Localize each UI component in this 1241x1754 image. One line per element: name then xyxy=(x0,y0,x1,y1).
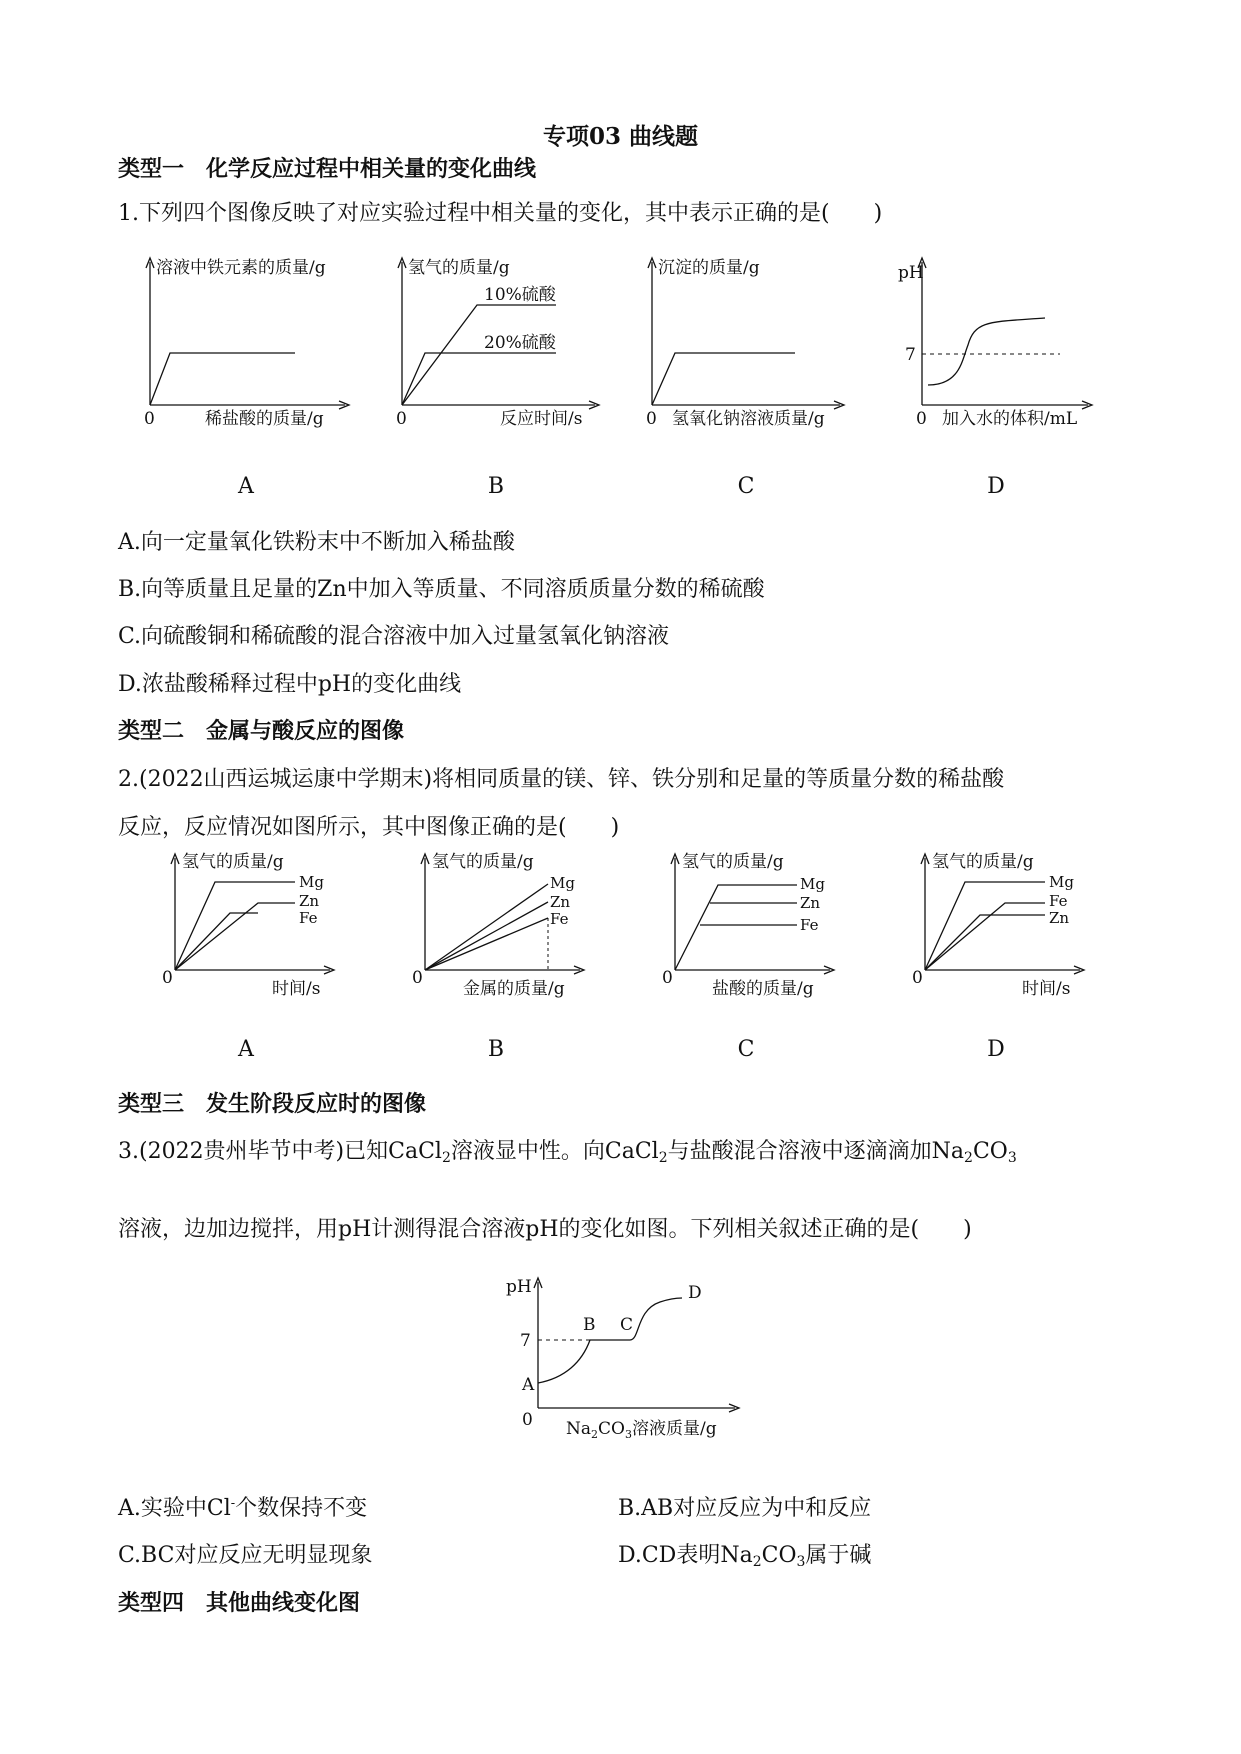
graph-2b-curve-fe xyxy=(425,918,548,970)
graph-1b-line2-label: 20%硫酸 xyxy=(484,333,556,353)
option-3b: B.AB对应反应为中和反应 xyxy=(618,1496,872,1521)
option-1c: C.向硫酸铜和稀硫酸的混合溶液中加入过量氢氧化钠溶液 xyxy=(118,624,670,649)
question-2-line2: 反应，反应情况如图所示，其中图像正确的是( ) xyxy=(118,815,620,840)
question-3-line2: 溶液，边加边搅拌，用pH计测得混合溶液pH的变化如图。下列相关叙述正确的是( ) xyxy=(118,1217,972,1242)
graph-2c-letter: C xyxy=(737,1037,755,1062)
graph-2a-origin: 0 xyxy=(162,968,173,988)
graph-3-ylabel: pH xyxy=(506,1277,532,1297)
graph-1d-origin: 0 xyxy=(916,409,927,429)
graph-1d-letter: D xyxy=(987,474,1005,499)
graph-2c-ylabel: 氢气的质量/g xyxy=(682,852,784,872)
option-3d: D.CD表明$Na_2CO_3$属于碱 xyxy=(618,1543,872,1570)
graph-1c-xlabel: 氢氧化钠溶液质量/g xyxy=(672,409,825,429)
graph-1a-origin: 0 xyxy=(144,409,155,429)
graph-2c-metal-1: Mg xyxy=(800,875,825,893)
graph-1a-curve xyxy=(150,353,295,405)
graph-1d-xlabel: 加入水的体积/mL xyxy=(942,409,1078,429)
graph-1a-ylabel: 溶液中铁元素的质量/g xyxy=(156,258,326,278)
graph-3-xlabel: $Na_2CO_3$溶液质量/g xyxy=(566,1419,717,1441)
graph-2b-metal-3: Fe xyxy=(550,910,569,928)
graph-2b-curve-mg xyxy=(425,884,548,970)
graph-1d-ytick: 7 xyxy=(905,345,916,365)
graph-2a-curve-mg xyxy=(175,882,295,970)
question-2-line1: 2.(2022山西运城运康中学期末)将相同质量的镁、锌、铁分别和足量的等质量分数的稀盐酸 xyxy=(118,767,1005,792)
option-3a: A.实验中Cl-个数保持不变 xyxy=(118,1496,368,1521)
graph-2c-metal-2: Zn xyxy=(800,894,821,912)
graph-3-ytick: 7 xyxy=(520,1331,531,1351)
graph-1b xyxy=(396,258,599,429)
option-1a: A.向一定量氧化铁粉末中不断加入稀盐酸 xyxy=(118,530,515,555)
graph-2a-metal-3: Fe xyxy=(299,909,318,927)
graph-1b-ylabel: 氢气的质量/g xyxy=(408,258,510,278)
graph-2a-letter: A xyxy=(238,1037,254,1062)
section-heading-type3: 类型三 发生阶段反应时的图像 xyxy=(118,1091,427,1117)
graph-2c xyxy=(662,852,834,999)
graph-2b-curve-zn xyxy=(425,902,548,970)
graph-1d xyxy=(898,258,1092,429)
graph-1d-ylabel: pH xyxy=(898,263,924,283)
graph-2d-curve-mg xyxy=(925,882,1045,970)
graph-3-curve xyxy=(538,1298,682,1383)
graph-3-origin: 0 xyxy=(522,1410,533,1430)
graph-2d-origin: 0 xyxy=(912,968,923,988)
graph-1c-ylabel: 沉淀的质量/g xyxy=(658,258,760,278)
option-3c: C.BC对应反应无明显现象 xyxy=(118,1543,373,1568)
graph-3-point-a: A xyxy=(522,1375,535,1395)
graph-2b-xlabel: 金属的质量/g xyxy=(463,979,565,999)
graph-2d-xlabel: 时间/s xyxy=(1022,979,1071,999)
page-title: 专项03 曲线题 xyxy=(542,123,698,150)
graph-2b-letter: B xyxy=(487,1037,505,1062)
section-heading-type1: 类型一 化学反应过程中相关量的变化曲线 xyxy=(118,156,537,182)
option-1b: B.向等质量且足量的Zn中加入等质量、不同溶质质量分数的稀硫酸 xyxy=(118,577,765,602)
graph-1c-letter: C xyxy=(737,474,755,499)
section-heading-type2: 类型二 金属与酸反应的图像 xyxy=(118,718,405,744)
graph-2d-letter: D xyxy=(987,1037,1005,1062)
graph-3-point-d: D xyxy=(688,1283,702,1303)
graph-1a-xlabel: 稀盐酸的质量/g xyxy=(205,409,324,429)
graph-2d-metal-3: Zn xyxy=(1049,909,1070,927)
graph-1a xyxy=(144,258,349,429)
option-1d: D.浓盐酸稀释过程中pH的变化曲线 xyxy=(118,672,462,697)
graph-1b-curve-20pct xyxy=(402,353,556,405)
graph-2d-metal-1: Mg xyxy=(1049,873,1074,891)
graph-2d xyxy=(912,852,1084,999)
graph-1c-origin: 0 xyxy=(646,409,657,429)
graph-2c-curve-mg xyxy=(675,885,797,970)
graph-1b-line1-label: 10%硫酸 xyxy=(484,285,556,305)
graph-2b xyxy=(412,852,584,999)
graph-1b-origin: 0 xyxy=(396,409,407,429)
graph-2d-curve-zn xyxy=(925,915,1045,970)
graph-1c xyxy=(646,258,844,429)
graph-2b-metal-2: Zn xyxy=(550,893,571,911)
graph-2a-xlabel: 时间/s xyxy=(272,979,321,999)
graph-2c-origin: 0 xyxy=(662,968,673,988)
graph-2b-metal-1: Mg xyxy=(550,874,575,892)
question-3-line1: 3.(2022贵州毕节中考)已知CaCl$_2$溶液显中性。向CaCl$_2$与盐酸混合溶液中逐滴滴加$Na_2CO_3$ xyxy=(118,1139,1017,1166)
graph-2a xyxy=(162,852,334,999)
graph-2a-metal-1: Mg xyxy=(299,873,324,891)
graph-2b-origin: 0 xyxy=(412,968,423,988)
graph-1a-letter: A xyxy=(238,474,254,499)
graph-2b-ylabel: 氢气的质量/g xyxy=(432,852,534,872)
section-heading-type4: 类型四 其他曲线变化图 xyxy=(118,1590,361,1616)
graph-1b-letter: B xyxy=(487,474,505,499)
graph-2d-ylabel: 氢气的质量/g xyxy=(932,852,1034,872)
graph-1d-curve xyxy=(928,318,1045,385)
graph-2d-metal-2: Fe xyxy=(1049,892,1068,910)
graph-1b-xlabel: 反应时间/s xyxy=(500,409,583,429)
graph-2a-ylabel: 氢气的质量/g xyxy=(182,852,284,872)
graph-3 xyxy=(506,1277,739,1441)
graph-3-point-c: C xyxy=(620,1315,634,1335)
question-1: 1.下列四个图像反映了对应实验过程中相关量的变化，其中表示正确的是( ) xyxy=(118,201,883,226)
graph-2a-metal-2: Zn xyxy=(299,892,320,910)
graph-2c-metal-3: Fe xyxy=(800,916,819,934)
graph-1c-curve xyxy=(652,353,795,405)
graph-1b-curve-10pct xyxy=(402,305,556,405)
graph-3-point-b: B xyxy=(583,1315,596,1335)
graph-2c-xlabel: 盐酸的质量/g xyxy=(712,979,814,999)
graph-2d-curve-fe xyxy=(925,903,1045,970)
